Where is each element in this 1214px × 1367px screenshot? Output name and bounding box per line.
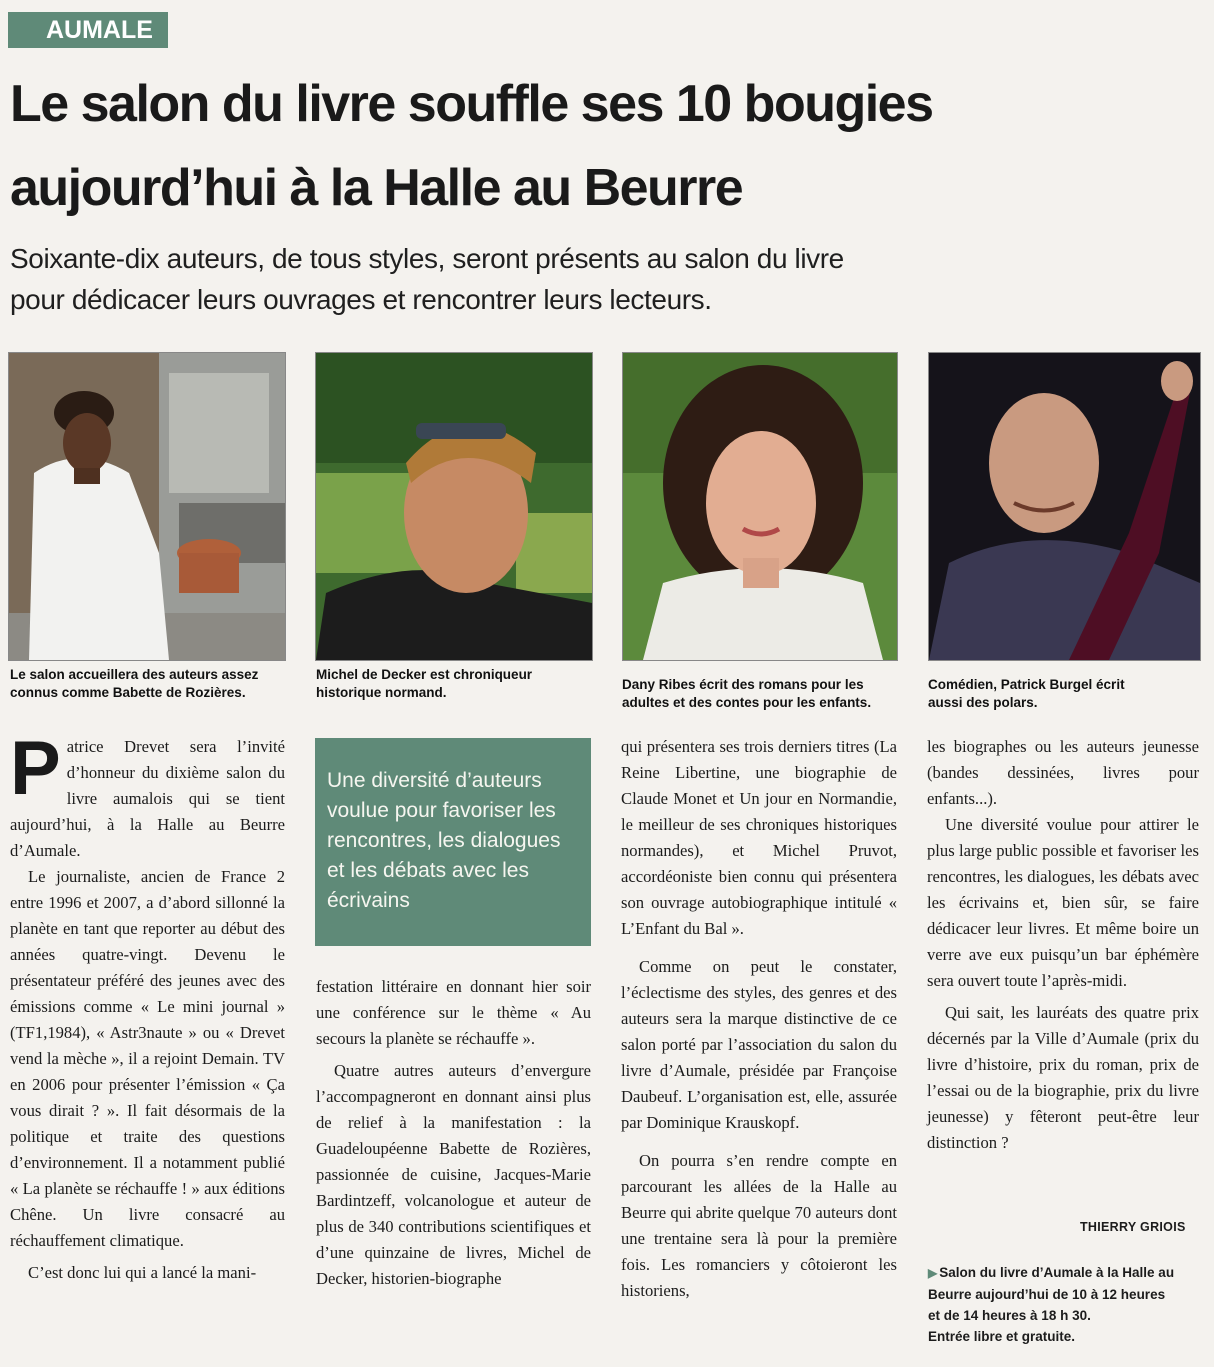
article-paragraph: qui présentera ses trois derniers titres (La Reine Libertine, une biographie de Claude Monet et Un jour en Normandie, le meilleur de ses chroniques historiques normandes), et Michel Pruvot, accordéoniste bien connu qui présentera son ouvrage autobiographique intitulé « L’Enfant du Bal ».: [621, 737, 897, 938]
photo-caption: Le salon accueillera des auteurs assez connus comme Babette de Rozières.: [10, 667, 259, 700]
article-paragraph: Comme on peut le constater, l’éclectisme des styles, des genres et des auteurs sera la marque distinctive de ce salon porté par l’association du salon du livre d’Aumale, présidée par Françoise Daubeuf. L’organisation est, elle, assurée par Dominique Krauskopf.: [621, 957, 897, 1132]
photo-michel-de-decker: [315, 352, 593, 661]
photo-dany-ribes: [622, 352, 898, 661]
article-paragraph: C’est donc lui qui a lancé la mani-: [28, 1263, 257, 1282]
article-column-3: [621, 734, 897, 1304]
article-paragraph: Quatre autres auteurs d’envergure l’accompagneront en donnant ainsi plus de relief à la manifestation : la Guadeloupéenne Babette de Rozières, passionnée de cuisine, Jacques-Marie Bardintzeff, volcanologue et auteur de plus de 340 contributions scientifiques et d’une quinzaine de livres, Michel de Decker, historien-biographe: [316, 1061, 591, 1288]
headline-line-1: Le salon du livre souffle ses 10 bougies: [10, 75, 933, 133]
photo-patrick-burgel: [928, 352, 1201, 661]
article-column-1: [10, 726, 285, 1286]
standfirst: [10, 238, 1190, 320]
photo-caption: Comédien, Patrick Burgel écrit aussi des polars.: [928, 677, 1125, 710]
drop-cap: P: [10, 726, 61, 811]
article-paragraph: Une diversité voulue pour attirer le plus large public possible et favoriser les rencontres, les dialogues, les débats avec les écrivains et, bien sûr, se faire dédicacer leur livres. Et même boire un verre ave eux puisqu’un bar éphémère sera ouvert toute l’après-midi.: [927, 815, 1199, 990]
author-signature: THIERRY GRIOIS: [1080, 1220, 1186, 1234]
article-paragraph: On pourra s’en rendre compte en parcourant les allées de la Halle au Beurre qui abrite quelque 70 auteurs dont une trentaine sera là pour la première fois. Les romanciers y côtoieront les historiens,: [621, 1151, 897, 1300]
standfirst-line-2: pour dédicacer leurs ouvrages et rencontrer leurs lecteurs.: [10, 284, 712, 315]
photo-caption: Michel de Decker est chroniqueur historique normand.: [316, 667, 533, 700]
article-paragraph: les biographes ou les auteurs jeunesse (bandes dessinées, livres pour enfants...).: [927, 737, 1199, 808]
article-column-2: [316, 974, 591, 1292]
headline: [10, 62, 1210, 230]
triangle-bullet-icon: ▶: [928, 1266, 938, 1280]
photo-caption: Dany Ribes écrit des romans pour les adultes et des contes pour les enfants.: [622, 677, 872, 710]
bleed-through-text: [930, 10, 941, 55]
standfirst-line-1: Soixante-dix auteurs, de tous styles, seront présents au salon du livre: [10, 243, 844, 274]
article-paragraph: festation littéraire en donnant hier soir une conférence sur le thème « Au secours la planète se réchauffe ».: [316, 977, 591, 1048]
practical-info-box: ▶ Salon du livre d’Aumale à la Halle au Beurre aujourd’hui de 10 à 12 heures et de 14 heures à 18 h 30. Entrée libre et gratuite.: [928, 1265, 1175, 1344]
article-column-4: [927, 734, 1199, 1156]
headline-line-2: aujourd’hui à la Halle au Beurre: [10, 159, 743, 217]
article-paragraph: Patrice Drevet sera l’invité d’honneur du dixième salon du livre aumalois qui se tient aujourd’hui, à la Halle au Beurre d’Aumale.: [10, 726, 285, 860]
article-paragraph: Qui sait, les lauréats des quatre prix décernés par la Ville d’Aumale (prix du livre d’histoire, prix du roman, prix de l’essai ou de la biographie, prix du livre jeunesse) y fêteront peut-être leur distinction ?: [927, 1003, 1199, 1152]
section-label: AUMALE: [8, 12, 168, 48]
photo-babette-de-rozieres: [8, 352, 286, 661]
pull-quote: Une diversité d’auteurs voulue pour favoriser les rencontres, les dialogues et les débats avec les écrivains: [315, 738, 591, 946]
article-paragraph: Le journaliste, ancien de France 2 entre 1996 et 2007, a d’abord sillonné la planète en tant que reporter au début des années quatre-vingt. Devenu le présentateur préféré des jeunes avec des émissions comme « Le mini journal » (TF1,1984), « Astr3naute » ou « Drevet vend la mèche », il a rejoint Demain. TV en 2006 pour présenter l’émission « Ça vous dirait ? ». Il fait désormais de la politique et traite des questions d’environnement. Il a notamment publié « La planète se réchauffe ! » aux éditions Chêne. Un livre consacré au réchauffement climatique.: [10, 867, 285, 1250]
